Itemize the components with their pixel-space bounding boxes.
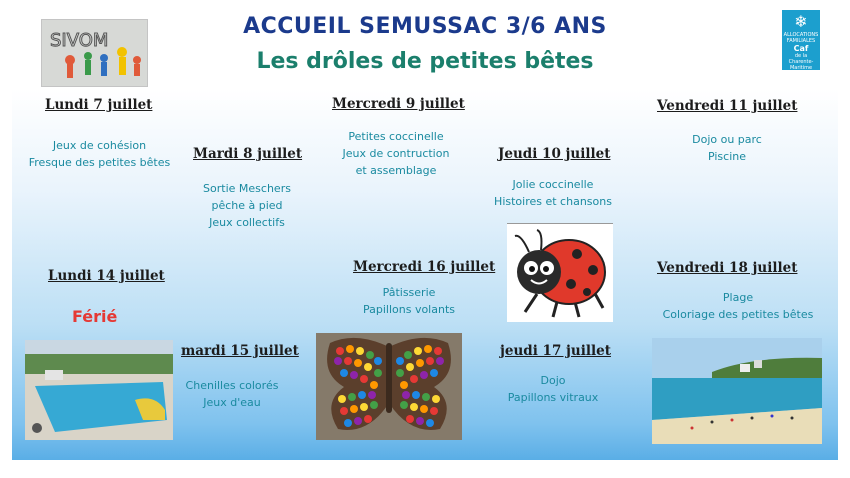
activities-jeudi-17 <box>488 372 618 406</box>
day-heading-lundi-7: Lundi 7 juillet <box>45 97 153 113</box>
caf-line-1: ALLOCATIONS <box>783 32 819 38</box>
caf-line-4: de la Charente- <box>788 53 814 65</box>
day-heading-lundi-14: Lundi 14 juillet <box>48 268 165 284</box>
activity: Jeux de cohésion <box>52 139 147 152</box>
activity: Sortie Meschers <box>203 182 291 195</box>
pool-image <box>25 340 173 440</box>
sivom-logo-art <box>42 20 147 86</box>
day-heading-jeudi-17: jeudi 17 juillet <box>500 343 611 359</box>
sivom-logo <box>41 19 148 87</box>
activity: Papillons vitraux <box>507 391 599 404</box>
page-title: ACCUEIL SEMUSSAC 3/6 ANS <box>243 14 607 39</box>
sivom-logo-text: SIVOM <box>50 30 109 51</box>
activities-mercredi-16 <box>340 284 478 318</box>
activities-mercredi-9 <box>330 128 462 179</box>
day-heading-jeudi-10: Jeudi 10 juillet <box>498 146 611 162</box>
activity: Chenilles colorés <box>185 379 279 392</box>
activity: Coloriage des petites bêtes <box>662 308 814 321</box>
activity: Dojo <box>540 374 566 387</box>
activity: Plage <box>722 291 754 304</box>
activity: Dojo ou parc <box>692 133 762 146</box>
activity: Jeux collectifs <box>209 216 285 229</box>
activity: et assemblage <box>355 164 437 177</box>
day-heading-vendredi-18: Vendredi 18 juillet <box>657 260 798 276</box>
activities-vendredi-11 <box>668 131 786 165</box>
caf-line-2: FAMILIALES <box>786 38 816 44</box>
activities-mardi-15 <box>177 377 287 411</box>
caf-line-5: Maritime <box>789 65 813 71</box>
caf-logo <box>782 10 820 70</box>
activity: pêche à pied <box>211 199 283 212</box>
activities-lundi-7 <box>22 137 177 171</box>
day-heading-mercredi-9: Mercredi 9 juillet <box>332 96 465 112</box>
page-subtitle: Les drôles de petites bêtes <box>256 49 594 74</box>
snowflake-icon: ❄ <box>794 12 808 31</box>
activities-mardi-8 <box>188 180 306 231</box>
activity: Papillons volants <box>362 303 455 316</box>
activity: Jeux de contruction <box>342 147 450 160</box>
activity: Petites coccinelle <box>348 130 444 143</box>
activity: Pâtisserie <box>382 286 436 299</box>
activities-vendredi-18 <box>654 289 822 323</box>
activity: Jeux d'eau <box>203 396 261 409</box>
day-heading-mardi-15: mardi 15 juillet <box>181 343 299 359</box>
activity: Histoires et chansons <box>494 195 612 208</box>
activity: Jolie coccinelle <box>512 178 594 191</box>
activities-jeudi-10 <box>482 176 624 210</box>
butterfly-image <box>316 333 462 440</box>
day-heading-mercredi-16: Mercredi 16 juillet <box>353 259 496 275</box>
activity: Fresque des petites bêtes <box>28 156 171 169</box>
caf-line-3: Caf <box>793 44 809 53</box>
activity: Piscine <box>707 150 747 163</box>
holiday-label: Férié <box>72 307 118 326</box>
day-heading-vendredi-11: Vendredi 11 juillet <box>657 98 798 114</box>
day-heading-mardi-8: Mardi 8 juillet <box>193 146 303 162</box>
ladybug-image <box>507 223 613 322</box>
beach-image <box>652 338 822 444</box>
